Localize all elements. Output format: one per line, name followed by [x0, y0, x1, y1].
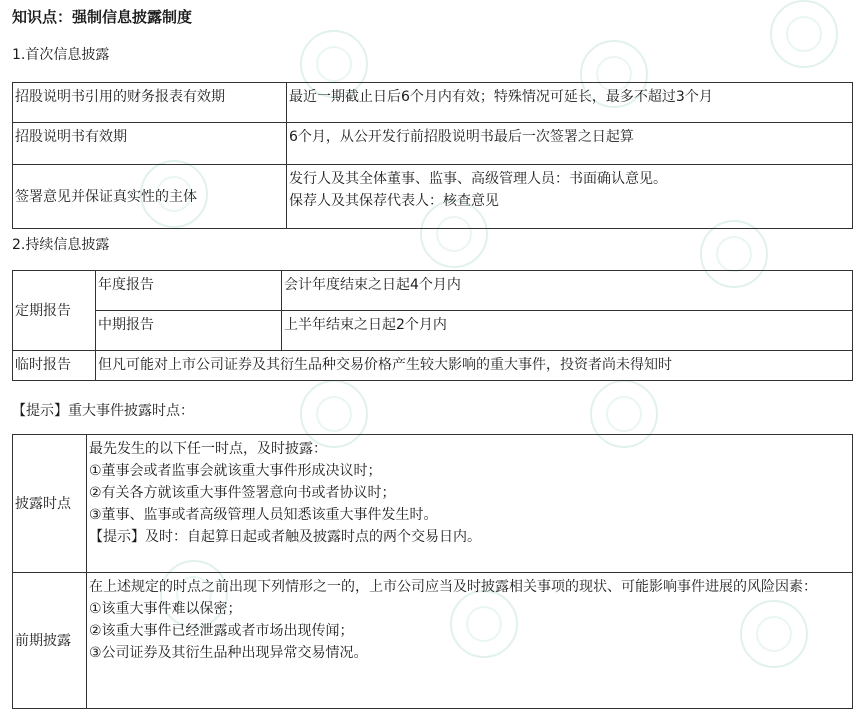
- table-row: [13, 123, 853, 165]
- watermark-icon: [770, 0, 838, 68]
- early-disclosure-label: 前期披露: [13, 573, 87, 709]
- row-value: 6个月，从公开发行前招股说明书最后一次签署之日起算: [287, 123, 853, 165]
- row-label: 招股说明书有效期: [13, 123, 287, 165]
- early-disclosure-content: 在上述规定的时点之前出现下列情形之一的，上市公司应当及时披露相关事项的现状、可能影响事件进展的风险因素： ①该重大事件难以保密； ②该重大事件已经泄露或者市场出现传闻； ③公司证券及其衍生品种出现异常交易情况。: [87, 573, 853, 709]
- temporary-report-value: 但凡可能对上市公司证券及其衍生品种交易价格产生较大影响的重大事件，投资者尚未得知时: [96, 351, 853, 381]
- interim-report-value: 上半年结束之日起2个月内: [282, 311, 853, 351]
- timing-content: 最先发生的以下任一时点，及时披露： ①董事会或者监事会就该重大事件形成决议时； ②有关各方就该重大事件签署意向书或者协议时； ③董事、监事或者高级管理人员知悉该重大事件发生时。 【提示】及时：自起算日起或者触及披露时点的两个交易日内。: [87, 435, 853, 573]
- section1-heading: 1.首次信息披露: [12, 47, 110, 63]
- interim-report-label: 中期报告: [96, 311, 282, 351]
- timing-label: 披露时点: [13, 435, 87, 573]
- periodic-report-label: 定期报告: [13, 271, 96, 351]
- section2-heading: 2.持续信息披露: [12, 237, 110, 253]
- tip-text: 【提示】重大事件披露时点：: [12, 403, 194, 419]
- major-event-table: [12, 434, 853, 709]
- table-row: [13, 311, 853, 351]
- temporary-report-label: 临时报告: [13, 351, 96, 381]
- annual-report-label: 年度报告: [96, 271, 282, 311]
- row-value: 发行人及其全体董事、监事、高级管理人员：书面确认意见。 保荐人及其保荐代表人：核查意见: [287, 165, 853, 229]
- continuous-disclosure-table: [12, 270, 853, 381]
- row-value: 最近一期截止日后6个月内有效；特殊情况可延长，最多不超过3个月: [287, 83, 853, 123]
- table-row: [13, 271, 853, 311]
- table-row: [13, 573, 853, 709]
- initial-disclosure-table: [12, 82, 853, 229]
- table-row: [13, 165, 853, 229]
- table-row: [13, 351, 853, 381]
- row-label: 招股说明书引用的财务报表有效期: [13, 83, 287, 123]
- page-title: 知识点：强制信息披露制度: [12, 8, 193, 26]
- table-row: [13, 435, 853, 573]
- annual-report-value: 会计年度结束之日起4个月内: [282, 271, 853, 311]
- row-label: 签署意见并保证真实性的主体: [13, 165, 287, 229]
- table-row: [13, 83, 853, 123]
